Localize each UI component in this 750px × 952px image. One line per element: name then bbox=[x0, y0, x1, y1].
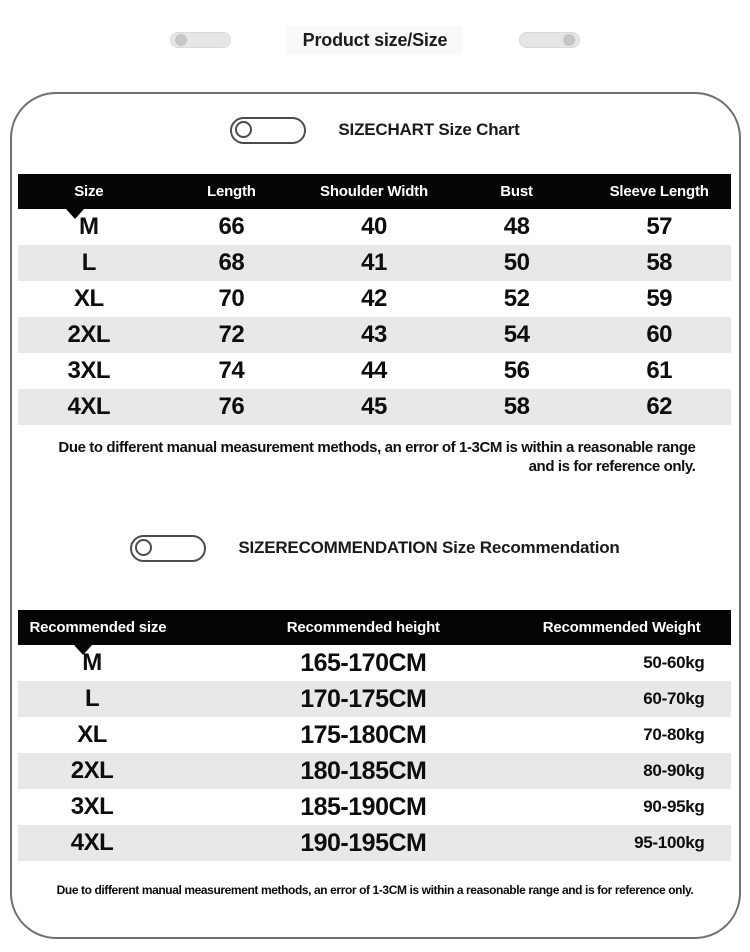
column-header: Recommended size bbox=[29, 619, 167, 636]
table-cell: 72 bbox=[218, 321, 245, 348]
table-cell: 50 bbox=[503, 249, 530, 276]
table-cell: 90-95kg bbox=[643, 797, 705, 816]
size-chart-header-row bbox=[18, 174, 731, 209]
table-cell: 4XL bbox=[70, 829, 114, 856]
size-chart-heading-row bbox=[12, 116, 739, 144]
measurement-disclaimer bbox=[16, 438, 696, 476]
table-cell: XL bbox=[73, 285, 104, 312]
column-header: Bust bbox=[500, 183, 533, 200]
table-cell: 180-185CM bbox=[300, 756, 427, 785]
size-chart-table bbox=[18, 174, 731, 425]
table-row bbox=[18, 717, 731, 753]
table-cell: 80-90kg bbox=[643, 761, 705, 780]
table-cell: 40 bbox=[361, 213, 387, 240]
table-cell: 66 bbox=[218, 213, 245, 240]
size-recommendation-table-el bbox=[18, 610, 731, 861]
table-row bbox=[18, 645, 731, 681]
table-row bbox=[18, 317, 731, 353]
disclaimer-line-2: and is for reference only. bbox=[528, 458, 696, 475]
table-cell: 58 bbox=[646, 249, 673, 276]
column-header: Recommended Weight bbox=[542, 619, 701, 636]
column-header: Shoulder Width bbox=[320, 183, 428, 200]
table-cell: 61 bbox=[646, 357, 673, 384]
table-cell: 60 bbox=[646, 321, 673, 348]
size-recommendation-heading-row bbox=[12, 534, 739, 562]
table-cell: 52 bbox=[503, 285, 530, 312]
table-row bbox=[18, 209, 731, 245]
table-cell: 48 bbox=[503, 213, 530, 240]
pill-knob-icon bbox=[175, 34, 187, 46]
pill-knob-icon bbox=[563, 34, 575, 46]
table-row bbox=[18, 825, 731, 861]
table-row bbox=[18, 681, 731, 717]
table-cell: 59 bbox=[646, 285, 673, 312]
table-cell: 2XL bbox=[67, 321, 111, 348]
toggle-outline-icon bbox=[130, 535, 206, 562]
size-chart-body bbox=[18, 209, 731, 425]
table-cell: 62 bbox=[646, 393, 673, 420]
table-row bbox=[18, 281, 731, 317]
table-cell: 74 bbox=[218, 357, 245, 384]
table-cell: M bbox=[79, 213, 99, 240]
column-header: Sleeve Length bbox=[609, 183, 709, 200]
toggle-circle-icon bbox=[135, 539, 152, 556]
size-recommendation-body bbox=[18, 645, 731, 861]
size-chart-title: SIZECHART Size Chart bbox=[338, 120, 520, 139]
page-header bbox=[0, 24, 750, 56]
table-cell: L bbox=[81, 249, 96, 276]
table-row bbox=[18, 789, 731, 825]
table-row bbox=[18, 753, 731, 789]
disclaimer-line-1: Due to different manual measurement methods, an error of 1-3CM is within a reasonable range bbox=[58, 439, 696, 456]
table-row bbox=[18, 245, 731, 281]
table-cell: 3XL bbox=[67, 357, 111, 384]
column-header: Recommended height bbox=[286, 619, 440, 636]
table-cell: 41 bbox=[361, 249, 387, 276]
table-cell: 58 bbox=[503, 393, 530, 420]
table-cell: 43 bbox=[361, 321, 387, 348]
table-cell: 70-80kg bbox=[643, 725, 705, 744]
table-row bbox=[18, 353, 731, 389]
toggle-circle-icon bbox=[235, 121, 252, 138]
table-cell: 76 bbox=[218, 393, 245, 420]
table-cell: XL bbox=[77, 721, 107, 748]
table-cell: 68 bbox=[218, 249, 245, 276]
table-cell: 54 bbox=[503, 321, 530, 348]
table-row bbox=[18, 389, 731, 425]
table-cell: 60-70kg bbox=[643, 689, 705, 708]
table-cell: L bbox=[84, 685, 100, 712]
table-cell: 70 bbox=[218, 285, 245, 312]
table-cell: 170-175CM bbox=[300, 684, 427, 713]
footer-disclaimer: Due to different manual measurement methods, an error of 1-3CM is within a reasonable range and is for reference only. bbox=[56, 883, 694, 897]
triangle-down-pointer-icon bbox=[66, 209, 84, 219]
table-cell: 50-60kg bbox=[643, 653, 705, 672]
size-chart-table-el bbox=[18, 174, 731, 425]
table-cell: 165-170CM bbox=[300, 648, 427, 677]
table-cell: 4XL bbox=[67, 393, 111, 420]
table-cell: 2XL bbox=[70, 757, 114, 784]
column-header: Size bbox=[74, 183, 104, 200]
size-recommendation-header-row bbox=[18, 610, 731, 645]
size-recommendation-title: SIZERECOMMENDATION Size Recommendation bbox=[238, 538, 620, 557]
table-cell: 95-100kg bbox=[634, 833, 705, 852]
toggle-pill-right-icon bbox=[519, 32, 580, 48]
toggle-outline-icon bbox=[230, 117, 306, 144]
page-title: Product size/Size bbox=[287, 26, 464, 55]
size-info-card bbox=[10, 92, 741, 939]
table-cell: 185-190CM bbox=[300, 792, 427, 821]
table-cell: 190-195CM bbox=[300, 828, 427, 857]
table-cell: 42 bbox=[361, 285, 387, 312]
table-cell: 45 bbox=[361, 393, 387, 420]
table-cell: 175-180CM bbox=[300, 720, 427, 749]
toggle-pill-left-icon bbox=[170, 32, 231, 48]
table-cell: 56 bbox=[503, 357, 530, 384]
table-cell: 3XL bbox=[70, 793, 114, 820]
table-cell: M bbox=[82, 649, 102, 676]
table-cell: 57 bbox=[646, 213, 673, 240]
size-recommendation-table bbox=[18, 610, 731, 861]
triangle-down-pointer-icon bbox=[74, 645, 92, 655]
column-header: Length bbox=[206, 183, 256, 200]
table-cell: 44 bbox=[361, 357, 387, 384]
